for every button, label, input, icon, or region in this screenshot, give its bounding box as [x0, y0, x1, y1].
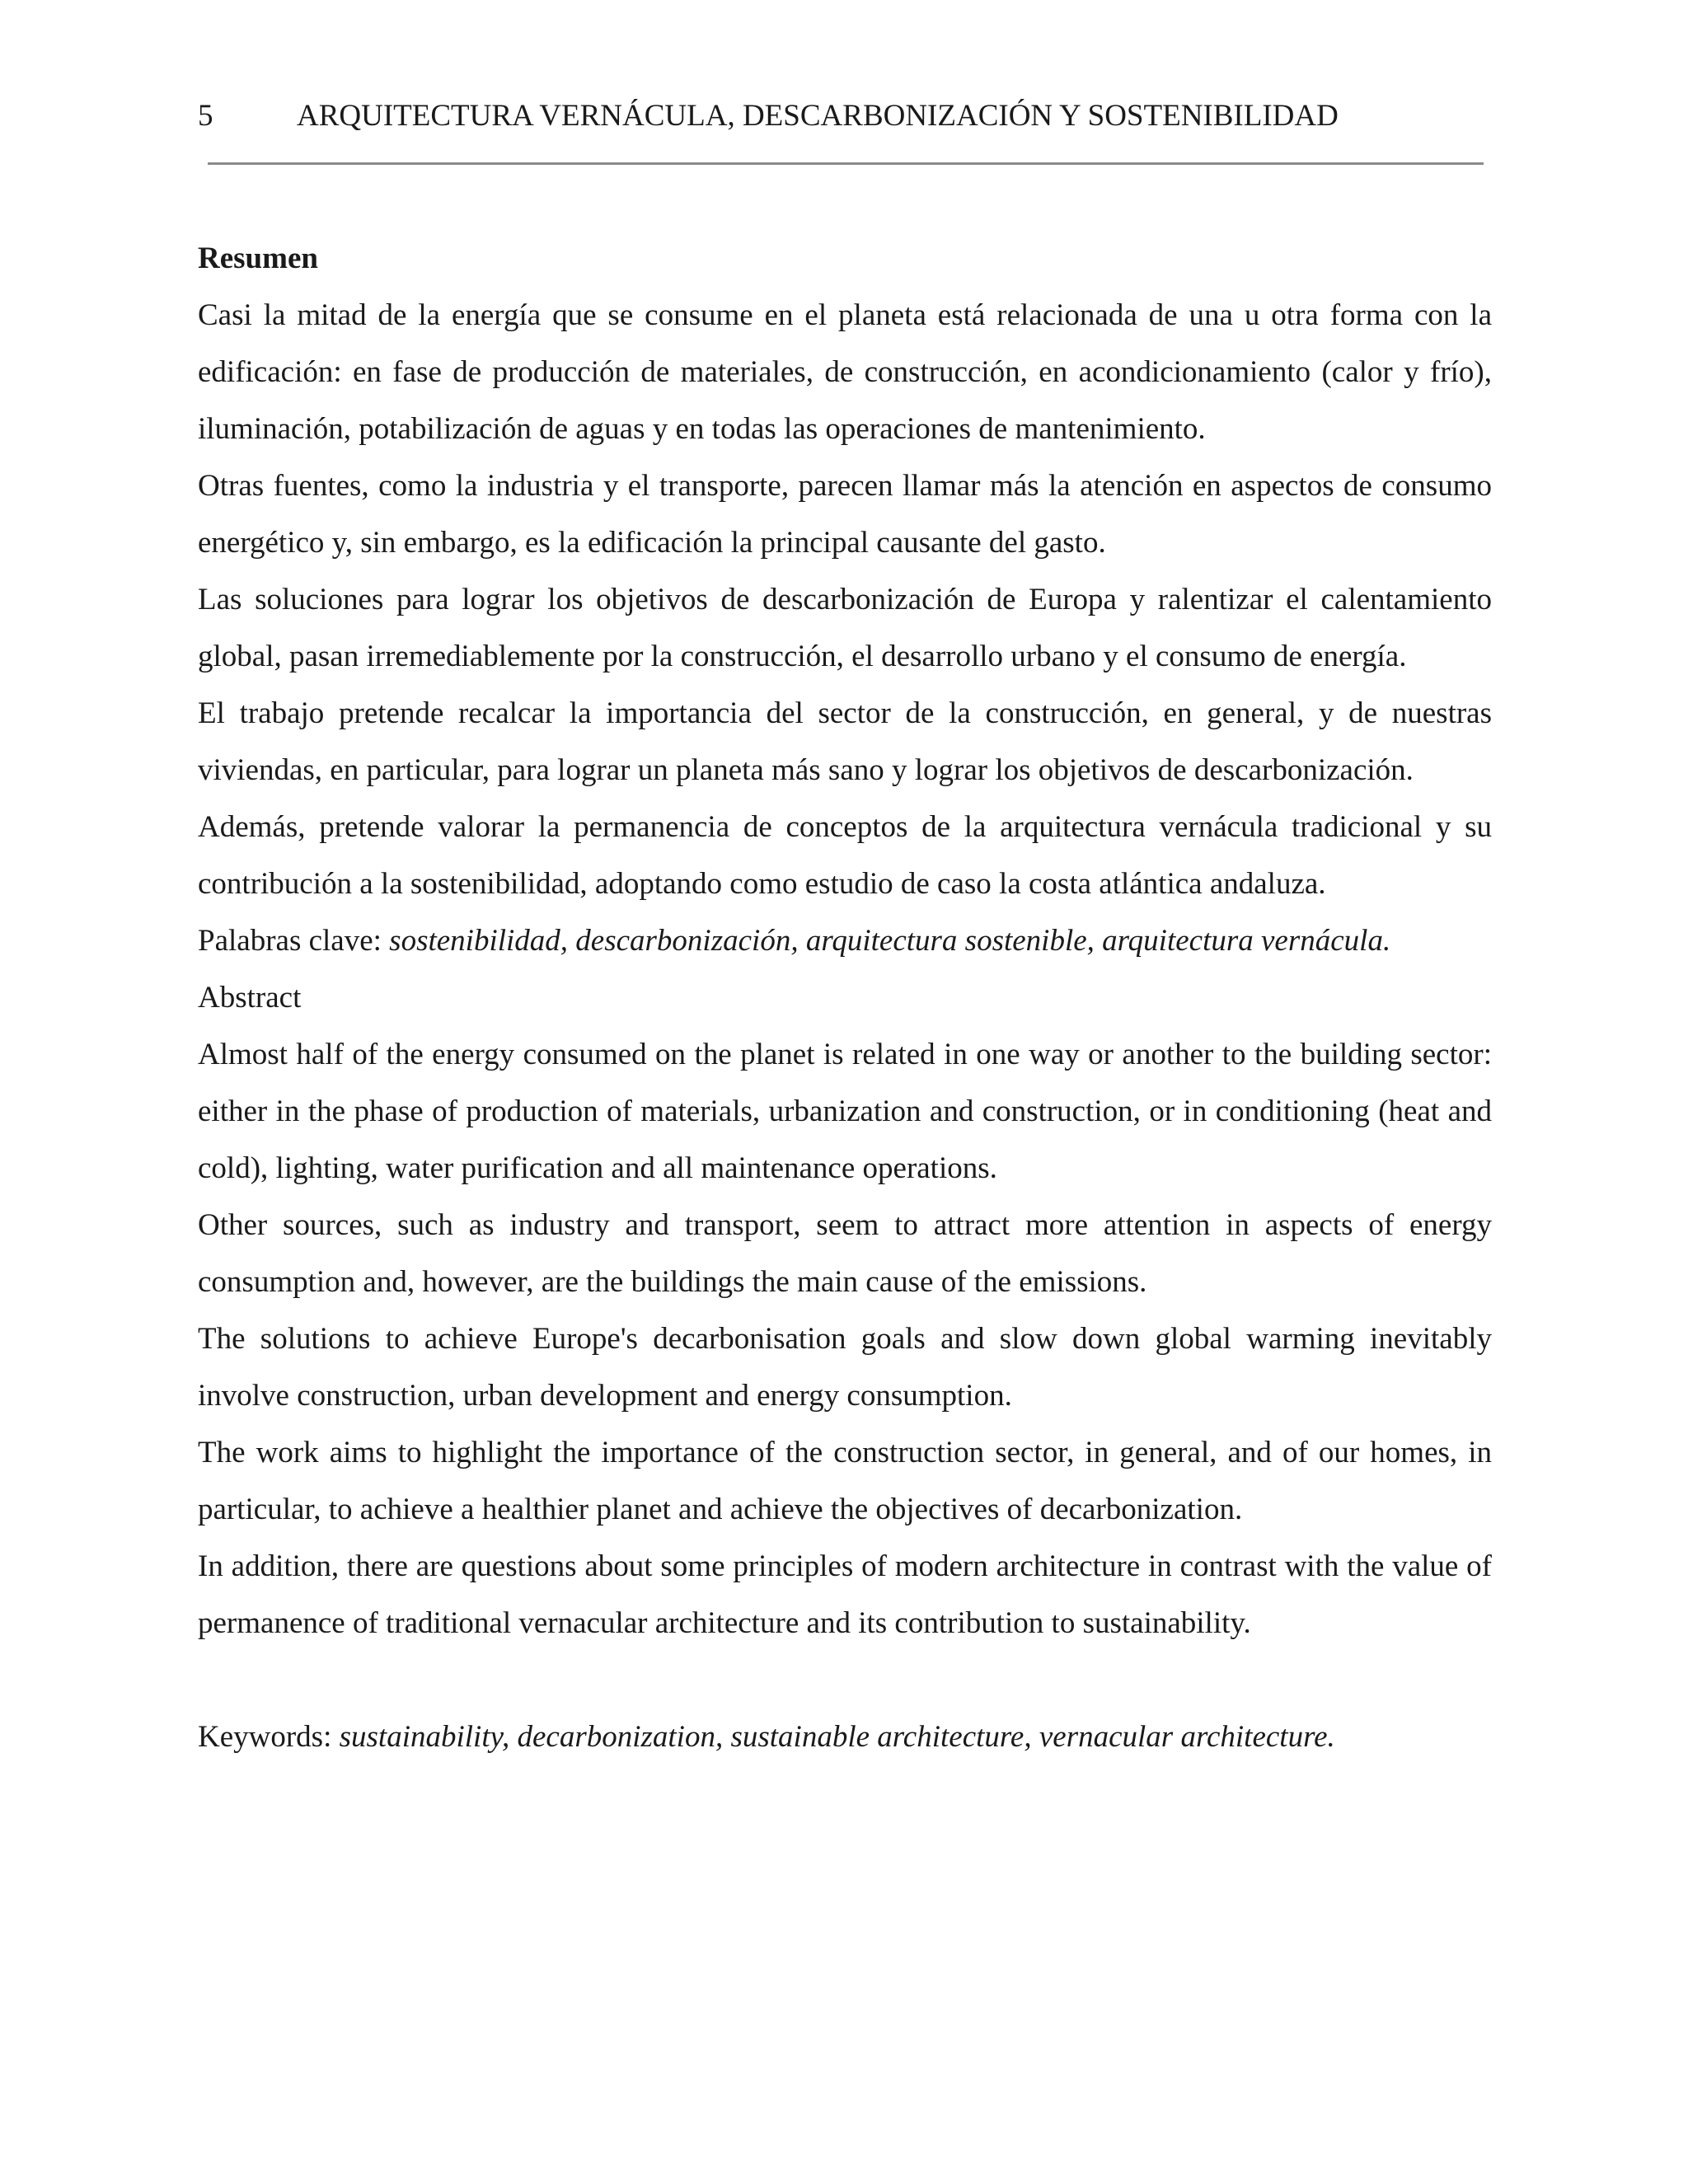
running-header [198, 96, 1484, 137]
abstract-paragraph-5: In addition, there are questions about some principles of modern architecture in contrast with the value of permanence of traditional vernacular architecture and its contribution to sustainability. [198, 1549, 1492, 1640]
abstract-heading: Abstract [198, 981, 302, 1015]
abstract-keywords-label: Keywords: [198, 1720, 332, 1754]
page-number: 5 [198, 99, 213, 133]
abstract-paragraph-2: Other sources, such as industry and transport, seem to attract more attention in aspects of energy consumption and, however, are the buildings the main cause of the emissions. [198, 1208, 1492, 1299]
resumen-keywords-terms: sostenibilidad, descarbonización, arquitectura sostenible, arquitectura vernácula. [389, 924, 1391, 958]
abstract-keywords-terms: sustainability, decarbonization, sustainable architecture, vernacular architecture. [339, 1720, 1335, 1754]
blank-line [198, 1652, 1492, 1708]
main-text [198, 230, 1492, 1765]
abstract-paragraph-1: Almost half of the energy consumed on the planet is related in one way or another to the building sector: either in the phase of production of materials, urbanization and construction, or in conditioning (heat and cold), lighting, water purification and all maintenance operations. [198, 1038, 1492, 1185]
abstract-paragraph-3: The solutions to achieve Europe's decarbonisation goals and slow down global warming inevitably involve construction, urban development and energy consumption. [198, 1322, 1492, 1413]
abstract-keywords [198, 1708, 1492, 1765]
header-rule [208, 162, 1484, 165]
resumen-paragraph-3: Las soluciones para lograr los objetivos de descarbonización de Europa y ralentizar el calentamiento global, pasan irremediablemente por la construcción, el desarrollo urbano y el consumo de energía. [198, 583, 1492, 673]
resumen-paragraph-5: Además, pretende valorar la permanencia de conceptos de la arquitectura vernácula tradicional y su contribución a la sostenibilidad, adoptando como estudio de caso la costa atlántica andaluza. [198, 810, 1492, 901]
resumen-paragraph-1: Casi la mitad de la energía que se consume en el planeta está relacionada de una u otra forma con la edificación: en fase de producción de materiales, de construcción, en acondicionamiento (calor y frío), iluminación, potabilización de aguas y en todas las operaciones de mantenimiento. [198, 298, 1492, 446]
abstract-paragraph-4: The work aims to highlight the importance of the construction sector, in general, and of our homes, in particular, to achieve a healthier planet and achieve the objectives of decarbonization. [198, 1436, 1492, 1526]
resumen-heading: Resumen [198, 241, 318, 275]
resumen-keywords [198, 912, 1492, 969]
resumen-paragraph-2: Otras fuentes, como la industria y el transporte, parecen llamar más la atención en aspectos de consumo energético y, sin embargo, es la edificación la principal causante del gasto. [198, 469, 1492, 560]
running-title: ARQUITECTURA VERNÁCULA, DESCARBONIZACIÓN Y SOSTENIBILIDAD [297, 99, 1339, 133]
resumen-keywords-label: Palabras clave: [198, 924, 382, 958]
resumen-paragraph-4: El trabajo pretende recalcar la importancia del sector de la construcción, en general, y de nuestras viviendas, en particular, para lograr un planeta más sano y lograr los objetivos de descarbonización. [198, 696, 1492, 787]
